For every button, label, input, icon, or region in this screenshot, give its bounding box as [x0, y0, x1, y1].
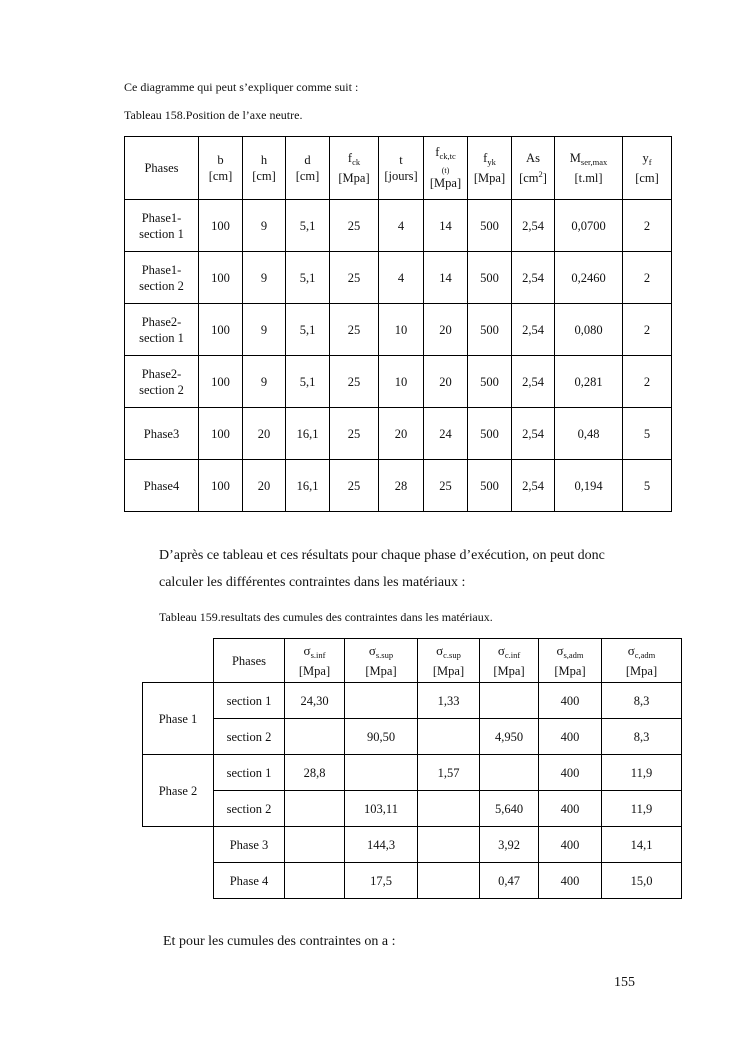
- mser-cell: 0,281: [555, 356, 623, 408]
- b-cell: 100: [199, 252, 243, 304]
- s-adm-cell: 400: [539, 791, 602, 827]
- yf-cell: 2: [623, 252, 672, 304]
- table-row: [143, 755, 682, 791]
- paragraph-line-2: calculer les différentes contraintes dans les matériaux :: [159, 575, 466, 590]
- s-sup-cell: 144,3: [345, 827, 418, 863]
- t-cell: 10: [379, 356, 424, 408]
- table159: [142, 638, 682, 899]
- table-row: [143, 683, 682, 719]
- fck-cell: 25: [330, 356, 379, 408]
- d-cell: 16,1: [286, 408, 330, 460]
- table-row: [125, 356, 672, 408]
- s-inf-cell: [285, 827, 345, 863]
- phase-cell: Phase2- section 2: [125, 356, 199, 408]
- c-adm-cell: 15,0: [602, 863, 682, 899]
- table-row: [143, 791, 682, 827]
- phase-cell: Phase4: [125, 460, 199, 512]
- fyk-cell: 500: [468, 304, 512, 356]
- c-adm-cell: 14,1: [602, 827, 682, 863]
- intro-text: Ce diagramme qui peut s’expliquer comme suit :: [124, 80, 359, 94]
- d-cell: 5,1: [286, 252, 330, 304]
- s-sup-cell: [345, 683, 418, 719]
- yf-cell: 5: [623, 460, 672, 512]
- s-inf-cell: [285, 719, 345, 755]
- t-cell: 10: [379, 304, 424, 356]
- c-adm-cell: 8,3: [602, 683, 682, 719]
- table158: [124, 136, 672, 512]
- fcktc-cell: 20: [424, 304, 468, 356]
- table-row: [125, 408, 672, 460]
- c-sup-cell: [418, 791, 480, 827]
- header-sigma-s-inf: $\sigma_{s.inf}$ [Mpa]: [285, 639, 345, 683]
- header-fck: $f_{ck}$ [Mpa]: [330, 137, 379, 200]
- fck-cell: 25: [330, 408, 379, 460]
- page-number: 155: [614, 975, 635, 990]
- s-adm-cell: 400: [539, 719, 602, 755]
- fyk-cell: 500: [468, 200, 512, 252]
- phase-cell: Phase1- section 2: [125, 252, 199, 304]
- yf-cell: 2: [623, 304, 672, 356]
- header-d: d [cm]: [286, 137, 330, 200]
- fyk-cell: 500: [468, 356, 512, 408]
- empty-cell: [143, 827, 214, 863]
- mser-cell: 0,080: [555, 304, 623, 356]
- h-cell: 9: [243, 304, 286, 356]
- fck-cell: 25: [330, 304, 379, 356]
- c-sup-cell: [418, 827, 480, 863]
- s-adm-cell: 400: [539, 755, 602, 791]
- mser-cell: 0,48: [555, 408, 623, 460]
- c-adm-cell: 8,3: [602, 719, 682, 755]
- table158-caption: Tableau 158.Position de l’axe neutre.: [124, 108, 303, 122]
- b-cell: 100: [199, 408, 243, 460]
- b-cell: 100: [199, 356, 243, 408]
- phase-cell: Phase1- section 1: [125, 200, 199, 252]
- t-cell: 4: [379, 252, 424, 304]
- c-inf-cell: 0,47: [480, 863, 539, 899]
- header-phases: Phases: [214, 639, 285, 683]
- c-inf-cell: [480, 683, 539, 719]
- header-sigma-s-sup: $\sigma_{s.sup}$ [Mpa]: [345, 639, 418, 683]
- c-sup-cell: [418, 719, 480, 755]
- as-cell: 2,54: [512, 356, 555, 408]
- c-inf-cell: 3,92: [480, 827, 539, 863]
- paragraph-line-1: D’après ce tableau et ces résultats pour chaque phase d’exécution, on peut donc: [159, 548, 605, 563]
- h-cell: 9: [243, 252, 286, 304]
- row-label: Phase 4: [214, 863, 285, 899]
- header-mser: $M_{ser,max}$ [t.ml]: [555, 137, 623, 200]
- row-label: section 2: [214, 719, 285, 755]
- h-cell: 9: [243, 356, 286, 408]
- header-h: h [cm]: [243, 137, 286, 200]
- b-cell: 100: [199, 200, 243, 252]
- s-sup-cell: 90,50: [345, 719, 418, 755]
- s-adm-cell: 400: [539, 863, 602, 899]
- group-cell: Phase 2: [143, 755, 214, 827]
- s-inf-cell: 28,8: [285, 755, 345, 791]
- row-label: section 1: [214, 755, 285, 791]
- d-cell: 5,1: [286, 356, 330, 408]
- mser-cell: 0,2460: [555, 252, 623, 304]
- header-sigma-c-adm: $\sigma_{c,adm}$ [Mpa]: [602, 639, 682, 683]
- s-sup-cell: 17,5: [345, 863, 418, 899]
- phase-cell: Phase2- section 1: [125, 304, 199, 356]
- empty-cell: [143, 863, 214, 899]
- s-sup-cell: [345, 755, 418, 791]
- s-inf-cell: [285, 791, 345, 827]
- table-row: [125, 304, 672, 356]
- s-sup-cell: 103,11: [345, 791, 418, 827]
- header-sigma-c-sup: $\sigma_{c.sup}$ [Mpa]: [418, 639, 480, 683]
- table-row: [143, 719, 682, 755]
- yf-cell: 2: [623, 200, 672, 252]
- c-adm-cell: 11,9: [602, 755, 682, 791]
- yf-cell: 2: [623, 356, 672, 408]
- s-adm-cell: 400: [539, 683, 602, 719]
- as-cell: 2,54: [512, 304, 555, 356]
- c-sup-cell: 1,33: [418, 683, 480, 719]
- fck-cell: 25: [330, 460, 379, 512]
- empty-corner: [143, 639, 214, 683]
- t-cell: 20: [379, 408, 424, 460]
- header-sigma-c-inf: $\sigma_{c.inf}$ [Mpa]: [480, 639, 539, 683]
- table-row: [125, 460, 672, 512]
- table159-caption: Tableau 159.resultats des cumules des contraintes dans les matériaux.: [159, 610, 493, 624]
- fcktc-cell: 14: [424, 252, 468, 304]
- fcktc-cell: 20: [424, 356, 468, 408]
- header-fyk: $f_{yk}$ [Mpa]: [468, 137, 512, 200]
- header-fcktc: $f_{ck,tc}$ (t) [Mpa]: [424, 137, 468, 200]
- header-phases: Phases: [125, 137, 199, 200]
- c-sup-cell: 1,57: [418, 755, 480, 791]
- fcktc-cell: 14: [424, 200, 468, 252]
- phase-cell: Phase3: [125, 408, 199, 460]
- c-inf-cell: 5,640: [480, 791, 539, 827]
- fyk-cell: 500: [468, 252, 512, 304]
- table-row: [125, 200, 672, 252]
- as-cell: 2,54: [512, 460, 555, 512]
- s-inf-cell: 24,30: [285, 683, 345, 719]
- c-adm-cell: 11,9: [602, 791, 682, 827]
- s-inf-cell: [285, 863, 345, 899]
- row-label: section 1: [214, 683, 285, 719]
- mser-cell: 0,0700: [555, 200, 623, 252]
- closing-text: Et pour les cumules des contraintes on a :: [163, 934, 396, 949]
- d-cell: 16,1: [286, 460, 330, 512]
- table159-header-row: [143, 639, 682, 683]
- as-cell: 2,54: [512, 200, 555, 252]
- fcktc-cell: 24: [424, 408, 468, 460]
- header-as: As $[cm^2]$: [512, 137, 555, 200]
- t-cell: 4: [379, 200, 424, 252]
- d-cell: 5,1: [286, 200, 330, 252]
- table-row: [125, 252, 672, 304]
- mser-cell: 0,194: [555, 460, 623, 512]
- c-inf-cell: 4,950: [480, 719, 539, 755]
- group-cell: Phase 1: [143, 683, 214, 755]
- s-adm-cell: 400: [539, 827, 602, 863]
- as-cell: 2,54: [512, 252, 555, 304]
- fcktc-cell: 25: [424, 460, 468, 512]
- row-label: Phase 3: [214, 827, 285, 863]
- fyk-cell: 500: [468, 460, 512, 512]
- fyk-cell: 500: [468, 408, 512, 460]
- d-cell: 5,1: [286, 304, 330, 356]
- as-cell: 2,54: [512, 408, 555, 460]
- header-t: t [jours]: [379, 137, 424, 200]
- header-b: b [cm]: [199, 137, 243, 200]
- c-sup-cell: [418, 863, 480, 899]
- h-cell: 20: [243, 408, 286, 460]
- yf-cell: 5: [623, 408, 672, 460]
- table-row: [143, 827, 682, 863]
- b-cell: 100: [199, 460, 243, 512]
- h-cell: 9: [243, 200, 286, 252]
- header-sigma-s-adm: $\sigma_{s,adm}$ [Mpa]: [539, 639, 602, 683]
- t-cell: 28: [379, 460, 424, 512]
- h-cell: 20: [243, 460, 286, 512]
- table-row: [143, 863, 682, 899]
- row-label: section 2: [214, 791, 285, 827]
- header-yf: $y_f$ [cm]: [623, 137, 672, 200]
- fck-cell: 25: [330, 252, 379, 304]
- fck-cell: 25: [330, 200, 379, 252]
- b-cell: 100: [199, 304, 243, 356]
- c-inf-cell: [480, 755, 539, 791]
- table158-header-row: [125, 137, 672, 200]
